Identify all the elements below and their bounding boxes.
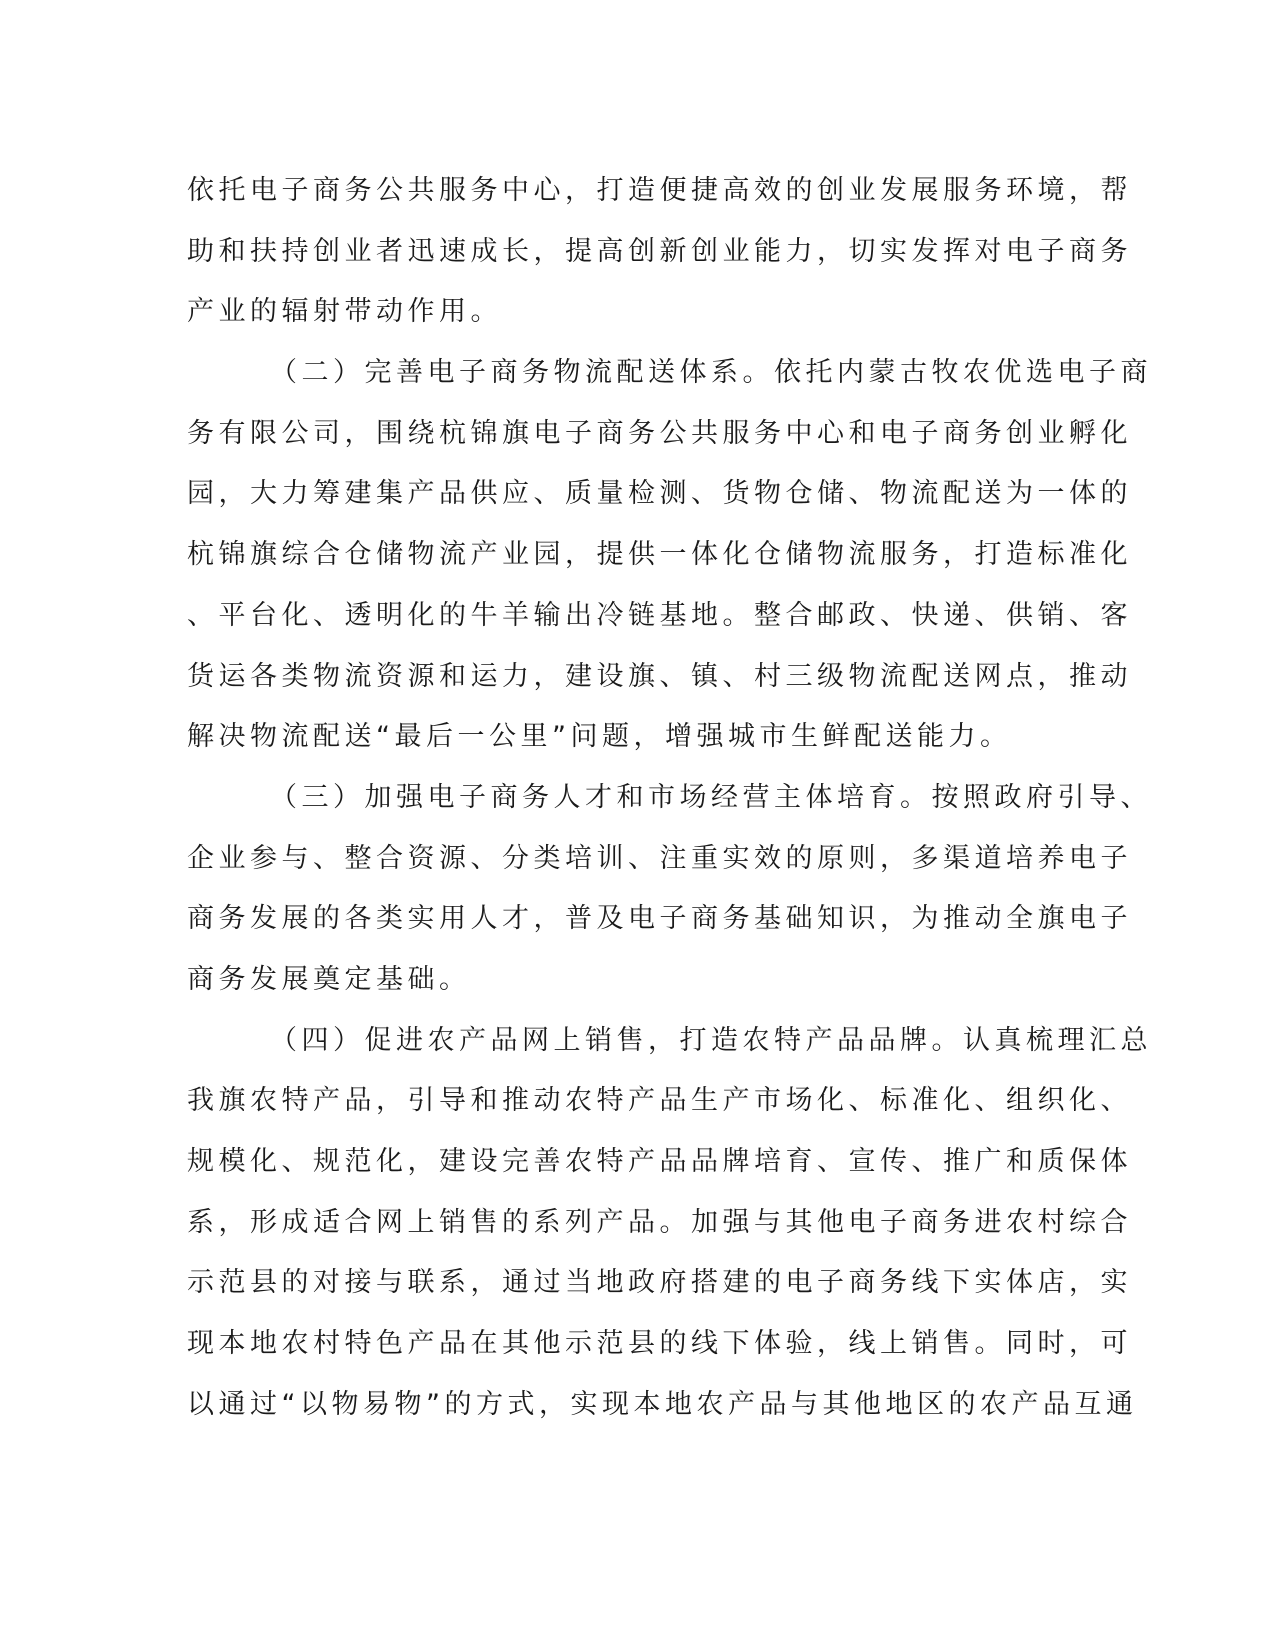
text-line: 企业参与、整合资源、分类培训、注重实效的原则，多渠道培养电子 [187,842,1132,874]
text-line: 货运各类物流资源和运力，建设旗、镇、村三级物流配送网点，推动 [187,660,1132,692]
text-line: 商务发展奠定基础。 [187,963,471,995]
text-line: 现本地农村特色产品在其他示范县的线下体验，线上销售。同时，可 [187,1328,1132,1360]
text-line: 务有限公司，围绕杭锦旗电子商务公共服务中心和电子商务创业孵化 [187,417,1132,449]
text-line: 规模化、规范化，建设完善农特产品品牌培育、宣传、推广和质保体 [187,1146,1132,1177]
section-heading-line: （四）促进农产品网上销售，打造农特产品品牌。认真梳理汇总 [270,1024,1152,1056]
text-line: 园，大力筹建集产品供应、质量检测、货物仓储、物流配送为一体的 [187,478,1132,510]
text-line: 杭锦旗综合仓储物流产业园，提供一体化仓储物流服务，打造标准化 [187,539,1132,571]
body-text [187,161,1152,1435]
text-line: 依托电子商务公共服务中心，打造便捷高效的创业发展服务环境，帮 [187,175,1132,206]
text-line: 、平台化、透明化的牛羊输出冷链基地。整合邮政、快递、供销、客 [187,599,1132,631]
text-line: 助和扶持创业者迅速成长，提高创新创业能力，切实发挥对电子商务 [187,235,1132,267]
text-line: 系，形成适合网上销售的系列产品。加强与其他电子商务进农村综合 [187,1206,1132,1238]
section-heading-line: （三）加强电子商务人才和市场经营主体培育。按照政府引导、 [270,781,1152,813]
text-line: 我旗农特产品，引导和推动农特产品生产市场化、标准化、组织化、 [187,1085,1132,1117]
text-line: 示范县的对接与联系，通过当地政府搭建的电子商务线下实体店，实 [187,1267,1132,1299]
text-line: 解决物流配送“最后一公里”问题，增强城市生鲜配送能力。 [187,721,1012,753]
text-line: 商务发展的各类实用人才，普及电子商务基础知识，为推动全旗电子 [187,903,1132,935]
section-heading-line: （二）完善电子商务物流配送体系。依托内蒙古牧农优选电子商 [270,357,1152,389]
text-line: 以通过“以物易物”的方式，实现本地农产品与其他地区的农产品互通 [187,1388,1138,1420]
text-line: 产业的辐射带动作用。 [187,296,502,328]
